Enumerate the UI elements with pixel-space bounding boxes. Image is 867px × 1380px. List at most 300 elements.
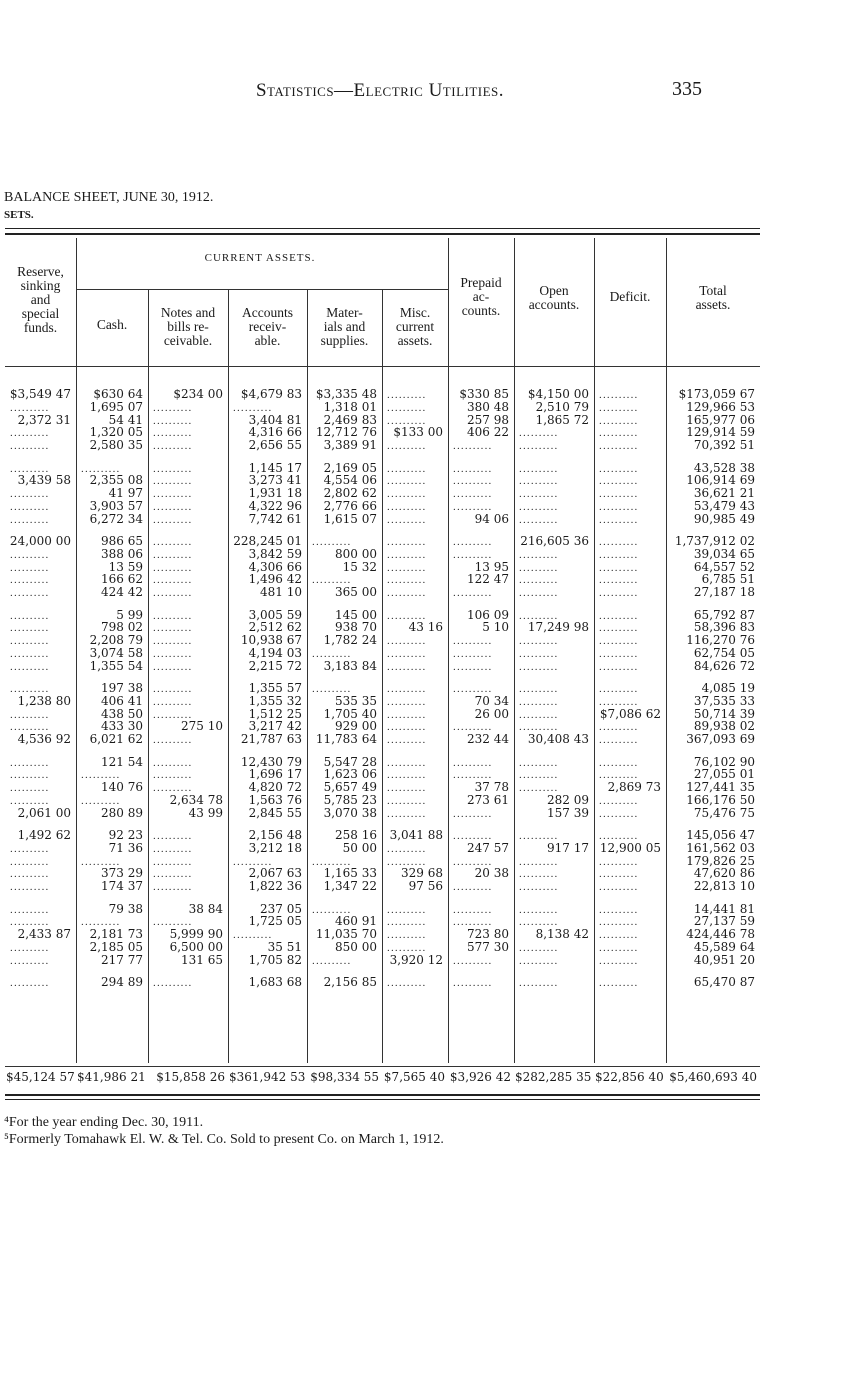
table-cell: 4,306 66 — [248, 559, 302, 574]
leader-dots: .......... — [10, 561, 50, 574]
leader-dots: .......... — [519, 513, 559, 526]
leader-dots: .......... — [387, 401, 427, 414]
table-cell: 1,238 80 — [17, 693, 71, 708]
leader-dots: .......... — [387, 574, 427, 587]
page-number: 335 — [672, 78, 702, 100]
table-cell: 2,181 73 — [89, 927, 143, 942]
leader-dots: .......... — [10, 782, 50, 795]
column-header-total — [666, 284, 760, 312]
table-cell: 30,408 43 — [527, 732, 589, 747]
leader-dots: .......... — [519, 916, 559, 929]
table-cell: 4,316 66 — [248, 425, 302, 440]
table-cell: 7,742 61 — [248, 511, 302, 526]
leader-dots: .......... — [519, 868, 559, 881]
leader-dots: .......... — [599, 647, 639, 660]
header-bottom-rule — [5, 366, 760, 367]
leader-dots: .......... — [10, 683, 50, 695]
column-header-line: supplies. — [320, 333, 369, 348]
footnote-5: ⁵Formerly Tomahawk El. W. & Tel. Co. Sold to present Co. on March 1, 1912. — [4, 1132, 444, 1147]
table-cell: 27,055 01 — [693, 767, 755, 782]
column-header-line: Mater- — [326, 305, 363, 320]
table-cell: 273 61 — [467, 792, 509, 807]
leader-dots: .......... — [10, 401, 50, 414]
leader-dots: .......... — [387, 389, 427, 401]
column-header-line: Cash. — [96, 317, 128, 332]
leader-dots: .......... — [312, 647, 352, 660]
table-cell: 2,156 48 — [248, 828, 302, 842]
total-cell: $98,334 55 — [310, 1070, 379, 1084]
table-cell: 1,145 17 — [248, 460, 302, 475]
total-cell: $282,285 35 — [515, 1070, 592, 1084]
leader-dots: .......... — [387, 794, 427, 807]
table-cell: 1,318 01 — [323, 399, 377, 414]
leader-dots: .......... — [10, 977, 50, 989]
table-cell: 1,705 82 — [248, 952, 302, 967]
leader-dots: .......... — [387, 916, 427, 929]
leader-dots: .......... — [599, 587, 639, 600]
table-cell: 70 34 — [474, 693, 509, 708]
leader-dots: .......... — [387, 488, 427, 501]
leader-dots: .......... — [599, 440, 639, 453]
leader-dots: .......... — [453, 548, 493, 561]
table-cell: 282 09 — [547, 792, 589, 807]
table-cell: 179,826 25 — [686, 853, 755, 868]
table-cell: 2,372 31 — [17, 412, 71, 427]
table-cell: 4,554 06 — [323, 473, 377, 488]
column-divider — [666, 238, 667, 1063]
table-cell: 247 57 — [467, 840, 509, 855]
table-cell: 2,433 87 — [17, 927, 71, 942]
leader-dots: .......... — [153, 660, 193, 673]
leader-dots: .......... — [387, 782, 427, 795]
table-cell: 1,683 68 — [248, 975, 302, 989]
leader-dots: .......... — [519, 500, 559, 513]
table-cell: 1,865 72 — [535, 412, 589, 427]
leader-dots: .......... — [153, 488, 193, 501]
leader-dots: .......... — [599, 548, 639, 561]
table-cell: 424 42 — [101, 585, 143, 600]
table-cell: 1,512 25 — [248, 706, 302, 721]
table-cell: 2,156 85 — [323, 975, 377, 989]
leader-dots: .......... — [312, 954, 352, 967]
leader-dots: .......... — [387, 513, 427, 526]
table-cell: 45,589 64 — [693, 939, 755, 954]
column-header-line: ceivable. — [163, 333, 213, 348]
leader-dots: .......... — [519, 427, 559, 440]
leader-dots: .......... — [153, 916, 193, 929]
table-cell: 800 00 — [335, 546, 377, 561]
table-cell: $173,059 67 — [678, 387, 755, 401]
table-cell: 27,187 18 — [693, 585, 755, 600]
table-cell: 216,605 36 — [520, 534, 589, 548]
table-cell: 535 35 — [335, 693, 377, 708]
column-header-line: Open — [539, 283, 569, 298]
leader-dots: .......... — [519, 440, 559, 453]
leader-dots: .......... — [387, 769, 427, 782]
table-cell: 917 17 — [547, 840, 589, 855]
table-cell: 3,005 59 — [248, 607, 302, 622]
table-cell: 2,215 72 — [248, 658, 302, 673]
leader-dots: .......... — [453, 500, 493, 513]
column-header-line: Reserve, — [17, 264, 64, 279]
total-cell: $7,565 40 — [383, 1070, 445, 1084]
leader-dots: .......... — [519, 708, 559, 721]
leader-dots: .......... — [599, 721, 639, 734]
total-cell: $22,856 40 — [595, 1070, 664, 1084]
table-cell: 3,389 91 — [323, 438, 377, 453]
table-cell: 145,056 47 — [686, 828, 755, 842]
table-cell: 1,496 42 — [248, 572, 302, 587]
leader-dots: .......... — [81, 769, 121, 782]
leader-dots: .......... — [519, 903, 559, 916]
table-cell: 37,535 33 — [693, 693, 755, 708]
column-header-line: Deficit. — [609, 289, 651, 304]
leader-dots: .......... — [312, 536, 352, 548]
page-title: Statistics—Electric Utilities. — [255, 80, 505, 101]
leader-dots: .......... — [599, 807, 639, 820]
table-cell: 79 38 — [108, 901, 143, 916]
leader-dots: .......... — [599, 660, 639, 673]
table-cell: 1,696 17 — [248, 767, 302, 782]
column-header-line: bills re- — [167, 319, 209, 334]
table-cell: $234 00 — [173, 387, 223, 401]
table-cell: 94 06 — [474, 511, 509, 526]
leader-dots: .......... — [599, 695, 639, 708]
column-header-line: counts. — [461, 303, 501, 318]
leader-dots: .......... — [519, 977, 559, 989]
table-cell: 76,102 90 — [693, 754, 755, 769]
column-header-line: Total — [699, 283, 727, 298]
table-cell: 65,792 87 — [693, 607, 755, 622]
table-cell: 3,903 57 — [89, 498, 143, 513]
leader-dots: .......... — [153, 756, 193, 769]
table-cell: 15 32 — [342, 559, 377, 574]
table-cell: 1,355 57 — [248, 681, 302, 695]
table-cell: 4,085 19 — [701, 681, 755, 695]
table-cell: 232 44 — [467, 732, 509, 747]
total-cell: $45,124 57 — [6, 1070, 75, 1084]
table-cell: 6,021 62 — [89, 732, 143, 747]
leader-dots: .......... — [599, 414, 639, 427]
leader-dots: .......... — [599, 916, 639, 929]
table-cell: 329 68 — [401, 866, 443, 881]
table-cell: 129,966 53 — [686, 399, 755, 414]
table-cell: 27,137 59 — [693, 914, 755, 929]
table-cell: 6,785 51 — [701, 572, 755, 587]
total-cell: $5,460,693 40 — [669, 1070, 757, 1084]
table-cell: 986 65 — [101, 534, 143, 548]
column-header-line: and — [30, 292, 51, 307]
column-header-materials — [307, 306, 382, 348]
table-cell: 2,776 66 — [323, 498, 377, 513]
leader-dots: .......... — [10, 635, 50, 648]
leader-dots: .......... — [153, 842, 193, 855]
leader-dots: .......... — [153, 683, 193, 695]
leader-dots: .......... — [153, 440, 193, 453]
leader-dots: .......... — [599, 868, 639, 881]
leader-dots: .......... — [599, 488, 639, 501]
table-cell: 938 70 — [335, 620, 377, 635]
leader-dots: .......... — [153, 513, 193, 526]
table-cell: 1,737,912 02 — [674, 534, 755, 548]
leader-dots: .......... — [153, 868, 193, 881]
column-divider — [228, 290, 229, 1063]
leader-dots: .......... — [453, 462, 493, 475]
table-cell: $133 00 — [393, 425, 443, 440]
leader-dots: .......... — [519, 695, 559, 708]
leader-dots: .......... — [312, 683, 352, 695]
leader-dots: .......... — [10, 842, 50, 855]
group-underline — [76, 289, 448, 290]
leader-dots: .......... — [387, 756, 427, 769]
leader-dots: .......... — [599, 903, 639, 916]
leader-dots: .......... — [10, 881, 50, 894]
table-cell: 217 77 — [101, 952, 143, 967]
table-cell: 723 80 — [467, 927, 509, 942]
leader-dots: .......... — [453, 807, 493, 820]
leader-dots: .......... — [599, 977, 639, 989]
table-cell: $330 85 — [459, 387, 509, 401]
table-cell: 1,931 18 — [248, 486, 302, 501]
leader-dots: .......... — [599, 830, 639, 842]
table-cell: 5 10 — [482, 620, 509, 635]
leader-dots: .......... — [81, 462, 121, 475]
table-cell: 24,000 00 — [9, 534, 71, 548]
top-rule-thick — [5, 233, 760, 235]
table-cell: 20 38 — [474, 866, 509, 881]
leader-dots: .......... — [81, 855, 121, 868]
table-cell: 106,914 69 — [686, 473, 755, 488]
column-divider — [448, 238, 449, 1063]
table-cell: 929 00 — [335, 719, 377, 734]
leader-dots: .......... — [312, 855, 352, 868]
leader-dots: .......... — [387, 475, 427, 488]
table-cell: 257 98 — [467, 412, 509, 427]
table-cell: 373 29 — [101, 866, 143, 881]
leader-dots: .......... — [153, 830, 193, 842]
leader-dots: .......... — [387, 842, 427, 855]
table-cell: 367,093 69 — [686, 732, 755, 747]
top-rule — [5, 228, 760, 229]
column-header-line: current — [395, 319, 435, 334]
column-header-line: Accounts — [242, 305, 293, 320]
leader-dots: .......... — [153, 500, 193, 513]
leader-dots: .......... — [519, 587, 559, 600]
table-cell: $4,150 00 — [527, 387, 589, 401]
column-header-misc — [382, 306, 448, 348]
table-cell: 388 06 — [101, 546, 143, 561]
leader-dots: .......... — [599, 500, 639, 513]
table-cell: 2,845 55 — [248, 805, 302, 820]
table-cell: 5,999 90 — [169, 927, 223, 942]
table-cell: 3,074 58 — [89, 645, 143, 660]
table-cell: 1,725 05 — [248, 914, 302, 929]
table-cell: 1,695 07 — [89, 399, 143, 414]
leader-dots: .......... — [519, 683, 559, 695]
table-cell: $630 64 — [93, 387, 143, 401]
table-cell: 424,446 78 — [686, 927, 755, 942]
table-subcaption: SETS. — [4, 209, 34, 221]
table-cell: 2,208 79 — [89, 633, 143, 648]
leader-dots: .......... — [599, 881, 639, 894]
leader-dots: .......... — [519, 548, 559, 561]
table-cell: 2,656 55 — [248, 438, 302, 453]
leader-dots: .......... — [519, 756, 559, 769]
column-header-line: ac- — [472, 289, 490, 304]
leader-dots: .......... — [10, 721, 50, 734]
total-cell: $15,858 26 — [156, 1070, 225, 1084]
leader-dots: .......... — [10, 622, 50, 635]
leader-dots: .......... — [387, 660, 427, 673]
table-cell: 2,580 35 — [89, 438, 143, 453]
leader-dots: .......... — [153, 708, 193, 721]
table-cell: 40,951 20 — [693, 952, 755, 967]
column-header-line: ials and — [323, 319, 366, 334]
leader-dots: .......... — [387, 440, 427, 453]
table-cell: 10,938 67 — [240, 633, 302, 648]
leader-dots: .......... — [599, 389, 639, 401]
table-cell: 161,562 03 — [686, 840, 755, 855]
leader-dots: .......... — [453, 916, 493, 929]
table-cell: 3,041 88 — [389, 828, 443, 842]
total-cell: $361,942 53 — [229, 1070, 306, 1084]
leader-dots: .......... — [453, 830, 493, 842]
table-cell: 3,217 42 — [248, 719, 302, 734]
leader-dots: .......... — [519, 721, 559, 734]
table-cell: 50 00 — [342, 840, 377, 855]
leader-dots: .......... — [153, 462, 193, 475]
table-cell: 2,510 79 — [535, 399, 589, 414]
leader-dots: .......... — [387, 855, 427, 868]
column-header-open — [514, 284, 594, 312]
table-cell: 1,563 76 — [248, 792, 302, 807]
leader-dots: .......... — [519, 881, 559, 894]
table-cell: 577 30 — [467, 939, 509, 954]
table-cell: 13 95 — [474, 559, 509, 574]
table-cell: 3,842 59 — [248, 546, 302, 561]
leader-dots: .......... — [387, 977, 427, 989]
table-cell: 406 41 — [101, 693, 143, 708]
leader-dots: .......... — [387, 647, 427, 660]
table-cell: 165,977 06 — [686, 412, 755, 427]
leader-dots: .......... — [387, 635, 427, 648]
table-cell: 1,355 54 — [89, 658, 143, 673]
table-cell: 70,392 51 — [693, 438, 755, 453]
table-cell: 2,469 83 — [323, 412, 377, 427]
column-header-notes — [148, 306, 228, 348]
table-cell: 12,900 05 — [599, 840, 661, 855]
leader-dots: .......... — [10, 440, 50, 453]
leader-dots: .......... — [453, 660, 493, 673]
table-cell: 4,536 92 — [17, 732, 71, 747]
total-cell: $41,986 21 — [77, 1070, 146, 1084]
leader-dots: .......... — [453, 440, 493, 453]
table-cell: 62,754 05 — [693, 645, 755, 660]
leader-dots: .......... — [10, 756, 50, 769]
column-header-deficit — [594, 290, 666, 304]
leader-dots: .......... — [453, 903, 493, 916]
column-divider — [514, 238, 515, 1063]
leader-dots: .......... — [10, 488, 50, 501]
totals-top-rule — [5, 1066, 760, 1067]
leader-dots: .......... — [10, 660, 50, 673]
leader-dots: .......... — [153, 855, 193, 868]
leader-dots: .......... — [153, 475, 193, 488]
leader-dots: .......... — [453, 756, 493, 769]
leader-dots: .......... — [599, 734, 639, 747]
leader-dots: .......... — [599, 941, 639, 954]
table-cell: 2,355 08 — [89, 473, 143, 488]
table-cell: 275 10 — [181, 719, 223, 734]
table-cell: 121 54 — [101, 754, 143, 769]
leader-dots: .......... — [153, 548, 193, 561]
leader-dots: .......... — [153, 414, 193, 427]
table-cell: 5,785 23 — [323, 792, 377, 807]
column-header-line: sinking — [20, 278, 61, 293]
table-cell: 37 78 — [474, 780, 509, 795]
table-cell: 380 48 — [467, 399, 509, 414]
table-cell: 122 47 — [467, 572, 509, 587]
column-header-line: special — [21, 306, 60, 321]
table-cell: 433 30 — [101, 719, 143, 734]
table-cell: 58,396 83 — [693, 620, 755, 635]
leader-dots: .......... — [153, 574, 193, 587]
leader-dots: .......... — [153, 769, 193, 782]
table-cell: 11,783 64 — [315, 732, 377, 747]
leader-dots: .......... — [233, 401, 273, 414]
column-header-line: funds. — [23, 320, 58, 335]
table-cell: 4,820 72 — [248, 780, 302, 795]
leader-dots: .......... — [599, 794, 639, 807]
leader-dots: .......... — [387, 587, 427, 600]
leader-dots: .......... — [153, 609, 193, 622]
leader-dots: .......... — [10, 462, 50, 475]
bottom-rule — [5, 1099, 760, 1100]
table-cell: 89,938 02 — [693, 719, 755, 734]
table-cell: 1,347 22 — [323, 879, 377, 894]
column-header-prepaid — [448, 276, 514, 318]
table-cell: 1,615 07 — [323, 511, 377, 526]
table-cell: 12,430 79 — [240, 754, 302, 769]
leader-dots: .......... — [519, 475, 559, 488]
leader-dots: .......... — [453, 881, 493, 894]
leader-dots: .......... — [10, 548, 50, 561]
table-cell: 90,985 49 — [693, 511, 755, 526]
table-cell: 53,479 43 — [693, 498, 755, 513]
total-cell: $3,926 42 — [449, 1070, 511, 1084]
leader-dots: .......... — [599, 954, 639, 967]
table-cell: 365 00 — [335, 585, 377, 600]
leader-dots: .......... — [519, 462, 559, 475]
column-header-cash — [76, 318, 148, 332]
leader-dots: .......... — [10, 513, 50, 526]
leader-dots: .......... — [81, 916, 121, 929]
table-cell: 41 97 — [108, 486, 143, 501]
leader-dots: .......... — [387, 462, 427, 475]
table-cell: $3,335 48 — [315, 387, 377, 401]
column-divider — [307, 290, 308, 1063]
leader-dots: .......... — [519, 769, 559, 782]
column-header-line: accounts. — [528, 297, 580, 312]
table-cell: 237 05 — [260, 901, 302, 916]
leader-dots: .......... — [153, 536, 193, 548]
column-divider — [76, 238, 77, 1063]
table-cell: 38 84 — [188, 901, 223, 916]
leader-dots: .......... — [10, 916, 50, 929]
leader-dots: .......... — [153, 587, 193, 600]
leader-dots: .......... — [153, 635, 193, 648]
leader-dots: .......... — [312, 574, 352, 587]
